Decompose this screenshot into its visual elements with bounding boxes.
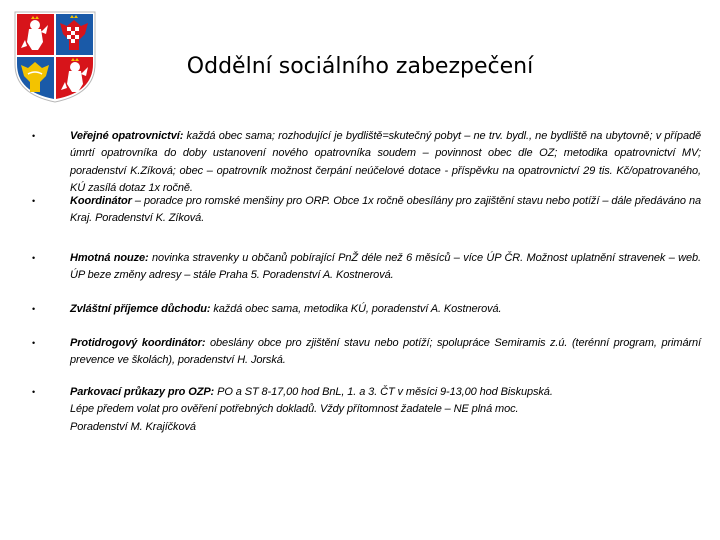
item-body: – poradce pro romské menšiny pro ORP. Obce 1x ročně obesílány pro zajištění stavu nebo potíží – dále předáváno na Kraj. Poradenství K. Zíková. — [70, 195, 701, 225]
item-body: každá obec sama, metodika KÚ, poradenství A. Kostnerová. — [210, 303, 502, 315]
item-text — [70, 128, 701, 197]
bullet-marker: • — [32, 131, 36, 141]
item-body: PO a ST 8-17,00 hod BnL, 1. a 3. ČT v měsíci 9-13,00 hod Biskupská. — [214, 386, 553, 398]
bullet-marker: • — [32, 338, 36, 348]
bullet-marker: • — [32, 387, 36, 397]
item-text — [70, 250, 701, 285]
item-text — [70, 301, 701, 318]
item-extra-line: Lépe předem volat pro ověření potřebných dokladů. Vždy přítomnost žadatele – NE plná moc. — [70, 403, 519, 416]
item-text — [70, 335, 701, 370]
item-body: obeslány obce pro zjištění stavu nebo potíží; spolupráce Semiramis z.ú. (terénní program, primární prevence ve školách), poradenství H. Jorská. — [70, 337, 701, 367]
item-body: každá obec sama; rozhodující je bydliště=skutečný pobyt – ne trv. bydl., ne bydliště na ubytovně; v případě úmrtí opatrovníka do doby ustanovení nového opatrovníka soudem – povinnost obec dle OZ; metodika opatrovnictví MV; poradenství K.Zíková; obec – opatrovník možnost čerpání neúčelové dotace - příspěvku na opatrovnictví 29 tis. Kč/opatrovaného, KÚ zasílá dotaz 1x ročně. — [70, 130, 701, 194]
item-heading: Protidrogový koordinátor: — [70, 337, 206, 349]
item-body: novinka stravenky u občanů pobírající PnŽ déle než 6 měsíců – více ÚP ČR. Možnost uplatnění stravenek – web. ÚP beze změny adresy – stále Praha 5. Poradenství A. Kostnerová. — [70, 252, 701, 282]
item-text — [70, 193, 701, 228]
item-heading: Veřejné opatrovnictví: — [70, 130, 184, 142]
item-extra-line: Poradenství M. Krajíčková — [70, 420, 196, 433]
bullet-marker: • — [32, 304, 36, 314]
item-heading: Hmotná nouze: — [70, 252, 149, 264]
bullet-marker: • — [32, 196, 36, 206]
item-heading: Koordinátor — [70, 195, 132, 207]
bullet-marker: • — [32, 253, 36, 263]
page-title: Oddělní sociálního zabezpečení — [186, 54, 534, 79]
coat-of-arms-icon — [13, 10, 97, 104]
item-text — [70, 384, 701, 436]
coat-of-arms-logo — [13, 10, 97, 104]
item-heading: Zvláštní příjemce důchodu: — [70, 303, 211, 315]
item-heading: Parkovací průkazy pro OZP: — [70, 386, 215, 398]
